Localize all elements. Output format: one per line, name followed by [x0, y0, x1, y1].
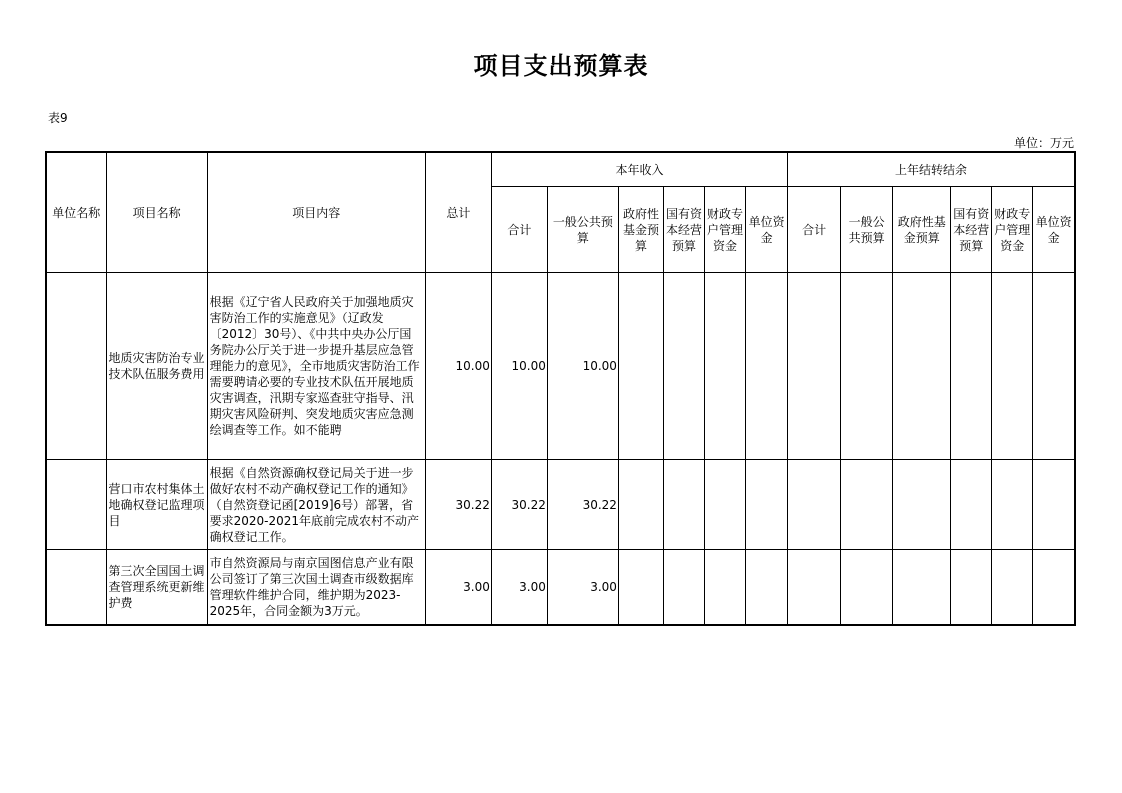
cell-project-content: 根据《自然资源确权登记局关于进一步做好农村不动产确权登记工作的通知》（自然资登记函[2019]6号）部署，省要求2020-2021年底前完成农村不动产确权登记工作。 — [207, 460, 425, 550]
cell-unit — [46, 273, 106, 460]
table-row — [46, 550, 1075, 626]
cell-carry-unit — [1033, 273, 1075, 460]
cell-total: 10.00 — [425, 273, 491, 460]
cell-current-state — [663, 460, 704, 550]
cell-current-state — [663, 273, 704, 460]
cell-current-special — [705, 460, 746, 550]
cell-carry-fund — [893, 460, 951, 550]
cell-current-general: 30.22 — [547, 460, 618, 550]
header-carryover: 上年结转结余 — [788, 152, 1075, 187]
cell-carry-general — [841, 273, 893, 460]
cell-current-unit — [746, 460, 788, 550]
header-carry-fund-budget: 政府性基金预算 — [893, 187, 951, 273]
cell-current-total: 10.00 — [491, 273, 547, 460]
cell-project-name: 地质灾害防治专业技术队伍服务费用 — [106, 273, 207, 460]
cell-current-state — [663, 550, 704, 626]
header-current-general-budget: 一般公共预算 — [547, 187, 618, 273]
cell-carry-state — [951, 460, 992, 550]
cell-carry-unit — [1033, 460, 1075, 550]
header-current-total: 合计 — [491, 187, 547, 273]
cell-current-unit — [746, 273, 788, 460]
header-current-income: 本年收入 — [491, 152, 787, 187]
header-project-name: 项目名称 — [106, 152, 207, 273]
cell-unit — [46, 460, 106, 550]
cell-carry-total — [788, 273, 841, 460]
cell-current-general: 10.00 — [547, 273, 618, 460]
cell-carry-fund — [893, 273, 951, 460]
header-carry-general-budget: 一般公共预算 — [841, 187, 893, 273]
cell-carry-total — [788, 550, 841, 626]
cell-project-name: 第三次全国国土调查管理系统更新维护费 — [106, 550, 207, 626]
cell-carry-fund — [893, 550, 951, 626]
cell-current-unit — [746, 550, 788, 626]
table-row — [46, 273, 1075, 460]
cell-carry-special — [992, 273, 1033, 460]
cell-current-fund — [618, 550, 663, 626]
cell-current-total: 30.22 — [491, 460, 547, 550]
header-row-main — [46, 152, 1075, 187]
header-current-unit-funds: 单位资金 — [746, 187, 788, 273]
cell-project-name: 营口市农村集体土地确权登记监理项目 — [106, 460, 207, 550]
table-number: 表9 — [48, 111, 68, 125]
header-current-fund-budget: 政府性基金预算 — [618, 187, 663, 273]
page-title: 项目支出预算表 — [473, 52, 649, 80]
header-carry-total: 合计 — [788, 187, 841, 273]
cell-unit — [46, 550, 106, 626]
cell-project-content: 根据《辽宁省人民政府关于加强地质灾害防治工作的实施意见》（辽政发〔2012〕30号）、《中共中央办公厅国务院办公厅关于进一步提升基层应急管理能力的意见》，全市地质灾害防治工作需要聘请必要的专业技术队伍开展地质灾害调查，汛期专家巡查驻守指导、汛期灾害风险研判、突发地质灾害应急测绘调查等工作。如不能聘 — [207, 273, 425, 460]
cell-carry-unit — [1033, 550, 1075, 626]
cell-carry-general — [841, 550, 893, 626]
header-current-special-account: 财政专户管理资金 — [705, 187, 746, 273]
cell-carry-total — [788, 460, 841, 550]
header-project-content: 项目内容 — [207, 152, 425, 273]
header-carry-special-account: 财政专户管理资金 — [992, 187, 1033, 273]
unit-label: 单位：万元 — [1013, 136, 1074, 150]
cell-total: 3.00 — [425, 550, 491, 626]
budget-table — [45, 151, 1076, 626]
table-row — [46, 460, 1075, 550]
header-carry-unit-funds: 单位资金 — [1033, 187, 1075, 273]
cell-current-fund — [618, 460, 663, 550]
header-current-state-capital: 国有资本经营预算 — [663, 187, 704, 273]
header-unit-name: 单位名称 — [46, 152, 106, 273]
cell-current-special — [705, 550, 746, 626]
cell-current-special — [705, 273, 746, 460]
header-carry-state-capital: 国有资本经营预算 — [951, 187, 992, 273]
header-total: 总计 — [425, 152, 491, 273]
cell-carry-special — [992, 550, 1033, 626]
cell-total: 30.22 — [425, 460, 491, 550]
cell-carry-special — [992, 460, 1033, 550]
cell-project-content: 市自然资源局与南京国图信息产业有限公司签订了第三次国土调查市级数据库管理软件维护合同，维护期为2023-2025年，合同金额为3万元。 — [207, 550, 425, 626]
cell-current-fund — [618, 273, 663, 460]
cell-current-general: 3.00 — [547, 550, 618, 626]
cell-carry-general — [841, 460, 893, 550]
cell-carry-state — [951, 550, 992, 626]
cell-carry-state — [951, 273, 992, 460]
cell-current-total: 3.00 — [491, 550, 547, 626]
